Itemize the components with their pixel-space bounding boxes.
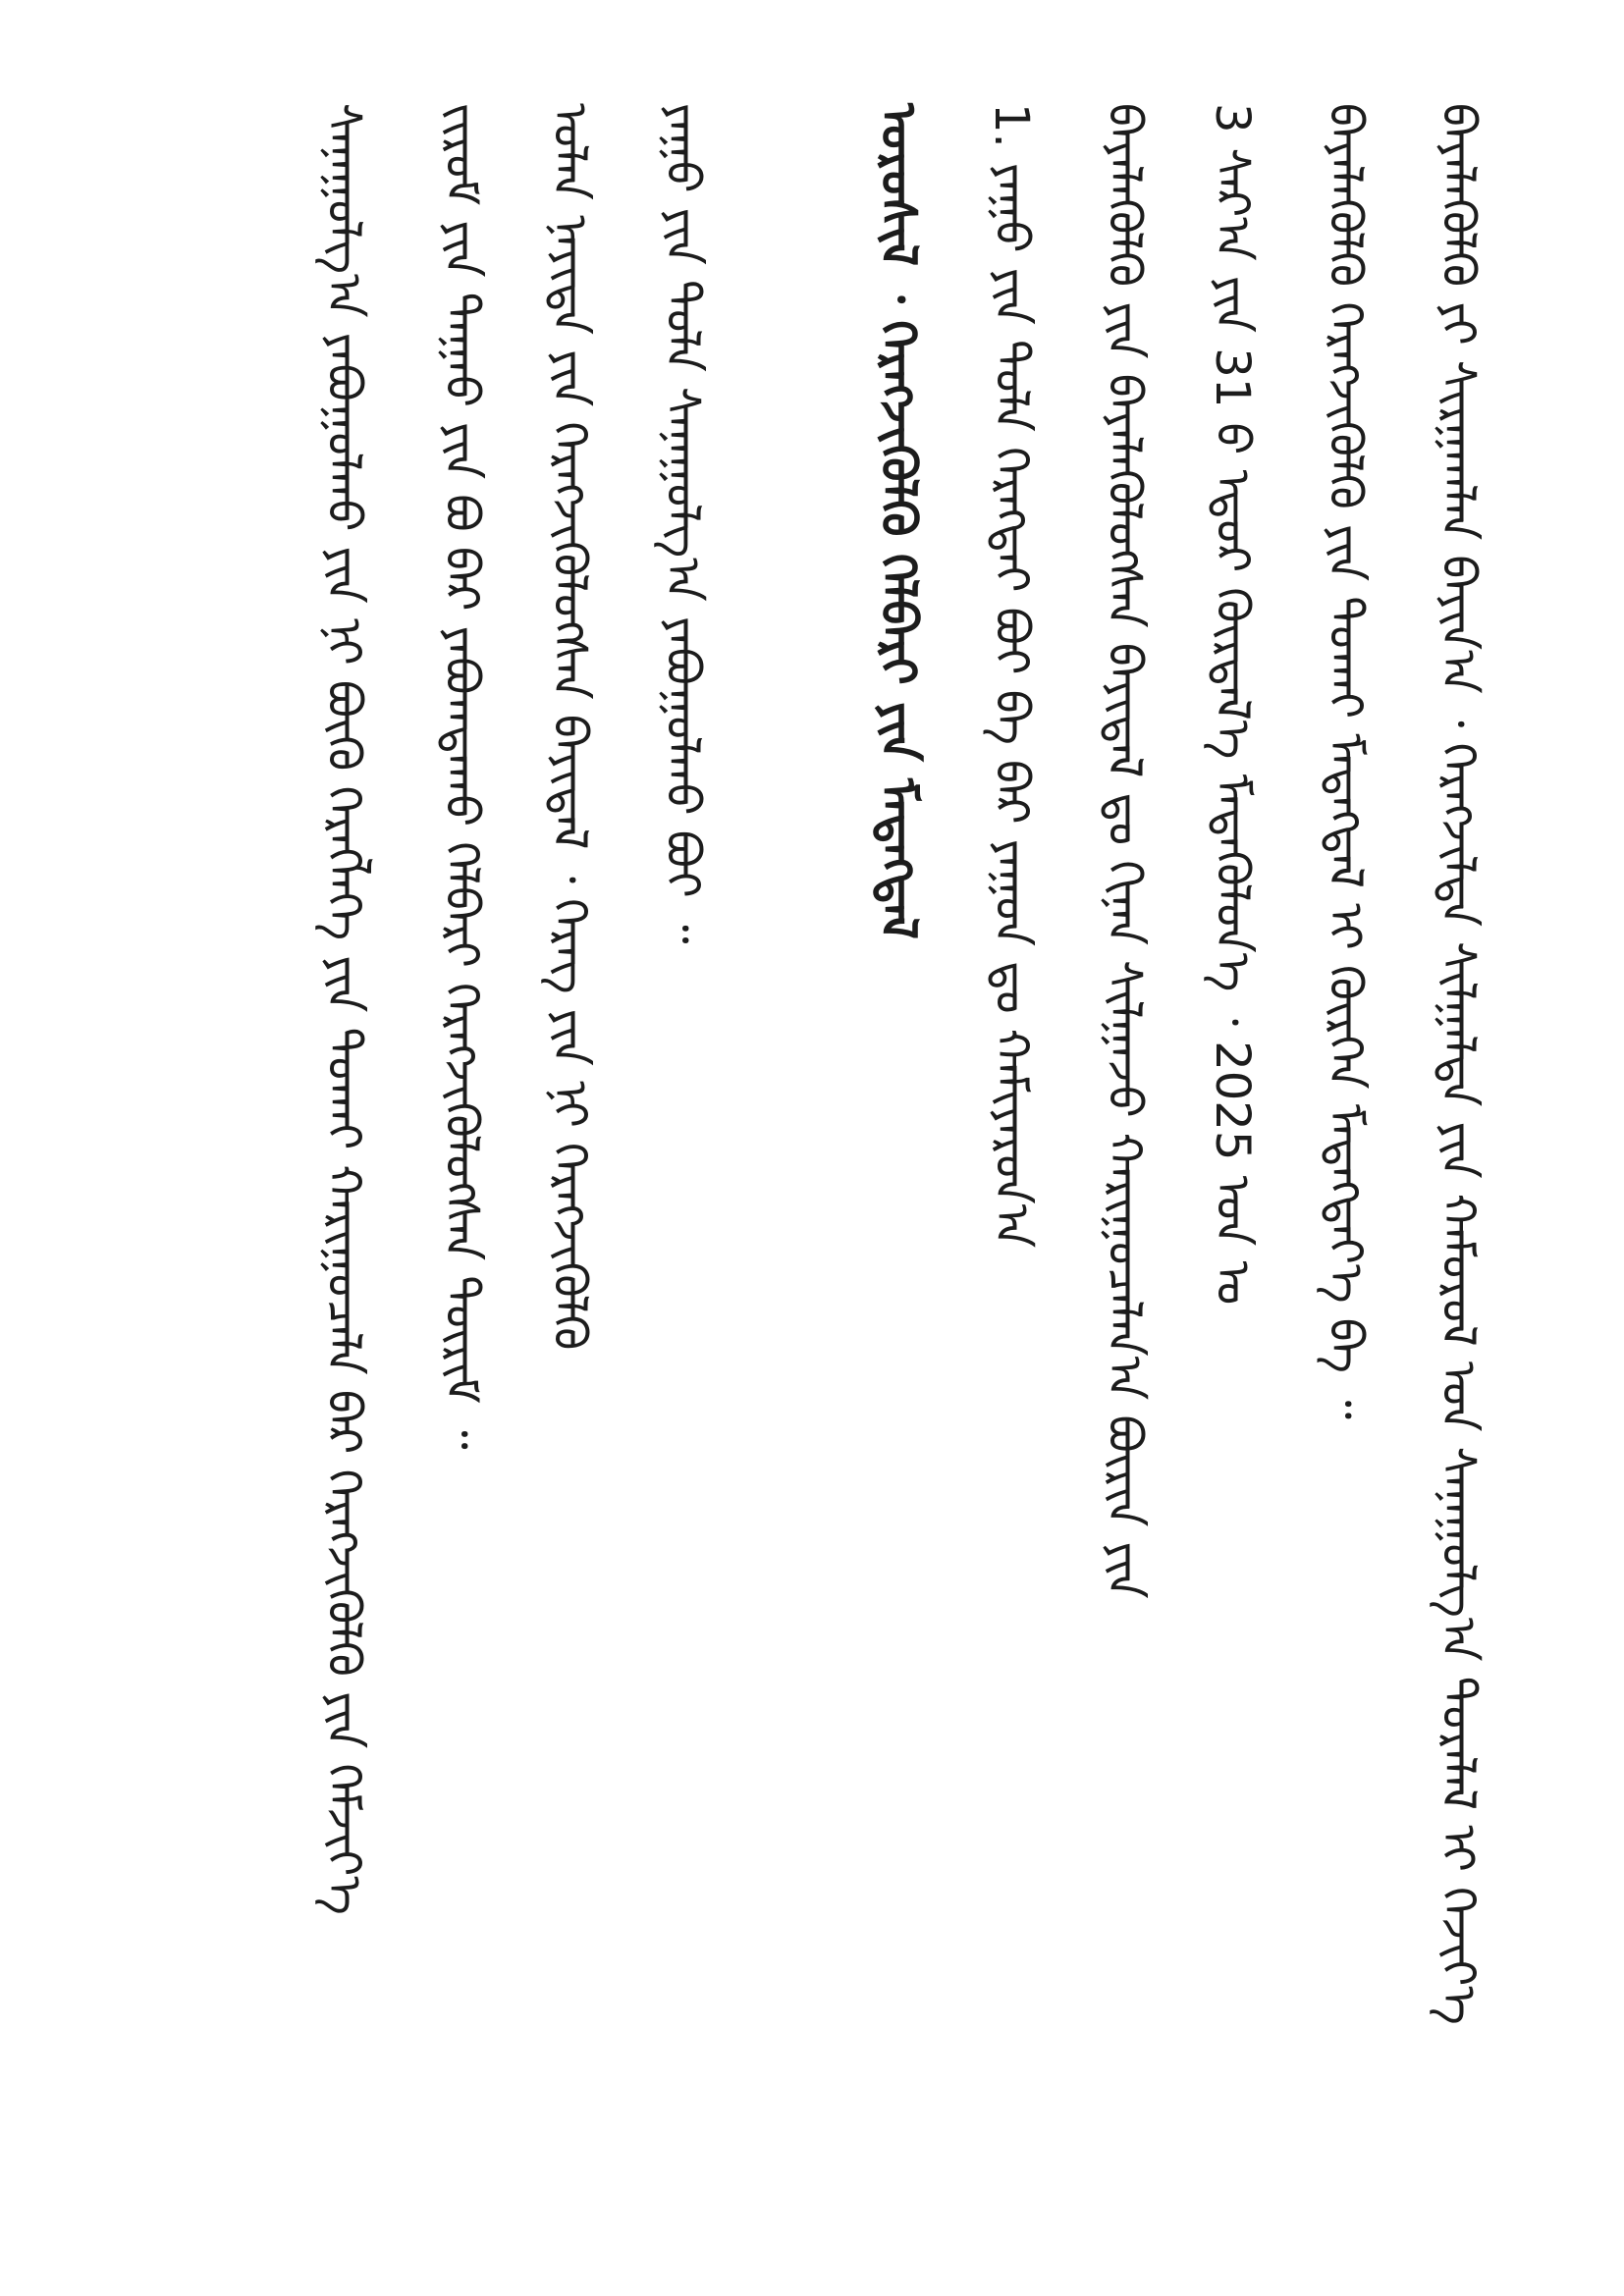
- text-column-8: ᠣᠯᠠᠨ ᠨᠡᠶᠢᠲᠡ ᠶᠢᠨ ᠬᠡᠷᠡᠭᠵᠢᠭᠦᠯᠦᠭᠰᠡᠨ ᠪᠠᠶᠢᠳᠠᠯ ᠂ ᠬᠡᠷᠡᠭ ᠶᠢᠨ ᠨᠢ ᠬᠡᠷᠡᠭᠵᠢᠭᠦᠯᠬᠦ: [542, 103, 597, 1351]
- numbered-item-1: 1. ᠶᠠᠭᠤ ᠶᠢᠨ ᠲᠤᠯᠠ ᠬᠡᠷᠡᠭᠲᠡᠢ ᠪᠤᠢ ᠪᠡ ᠪᠡᠷ ᠶᠠᠭᠤᠨ ᠳᠤ ᠬᠠᠮᠢᠶᠠᠷᠤᠨ᠎ᠠ: [984, 103, 1039, 1249]
- text-column-4: ᠪᠡᠶᠡᠯᠡᠭᠦᠯᠬᠦ ᠶᠢᠨ ᠪᠡᠶᠡᠯᠡᠭᠦᠯᠦᠭᠰᠡᠨ ᠪᠠᠶᠢᠳᠠᠯ ᠳᠤ ᠬᠢᠨᠠᠨ ᠰᠢᠯᠭᠠᠵᠤ ᠬᠠᠷᠢᠭᠤᠴᠠᠯᠠᠨ᠎ᠠ ᠪᠦᠷᠢᠨ ᠶᠢᠨ: [1097, 103, 1152, 1599]
- text-column-3: 3 ᠰᠠᠷ᠎ᠠ ᠶᠢᠨ 31 ᠪ ᠡᠳᠦᠷ ᠬᠦᠷᠲᠡᠯ᠎ᠡ ᠮᠡᠳᠡᠭᠦᠯᠦᠨ᠎ᠡ ᠂ 2025 ᠣᠨ ᠤ: [1205, 103, 1260, 1306]
- text-column-9: ᠵᠢᠷᠤᠮ ᠶᠢᠨ ᠳᠠᠭᠠᠤ ᠶᠢᠨ ᠪᠤ ᠪᠡᠷ ᠶᠠᠪᠤᠭᠳᠠᠬᠤ ᠬᠡᠯᠪᠡᠷᠢ ᠬᠡᠷᠡᠭᠵᠢᠭᠦᠯᠦᠭᠰᠡᠨ ᠳᠦᠷᠢᠮ ᠃: [434, 103, 489, 1450]
- text-column-1: ᠪᠡᠶᠡᠯᠡᠭᠦᠯᠬᠦ ᠶᠢ ᠰᠢᠷᠭᠠᠭᠯᠠᠨ ᠪᠠᠶᠢᠨ᠎ᠠ ᠂ ᠬᠡᠷᠡᠭᠵᠢᠯᠲᠡ ᠰᠢᠯᠭᠠᠯᠲᠠ ᠶᠢᠨ ᠬᠠᠮᠤᠷᠤᠯ ᠤᠨ ᠰᠠᠨᠠᠭᠤᠯᠭ᠎ᠠ ᠳᠤᠷᠠᠯᠠᠯ ᠢ ᠬᠡᠵᠢᠶ᠎ᠡ: [1431, 103, 1486, 2025]
- text-column-10: ᠰᠠᠨᠠᠭᠤᠯᠭ᠎ᠠ ᠶᠠᠪᠤᠭᠤᠯᠬᠤ ᠶᠢᠨ ᠨᠢ ᠪᠦᠬᠦ ᠬᠡᠷᠡᠭᠯᠡᠭᠡ ᠶᠢᠨ ᠲᠤᠬᠠᠢ ᠬᠠᠷᠢᠭᠤᠴᠠᠯᠠ ᠪᠠᠷ ᠬᠡᠷᠡᠭᠵᠢᠭᠦᠯᠬᠦ ᠶᠢᠨ ᠬᠡᠮᠵᠢᠶ᠎ᠡ: [316, 103, 371, 1915]
- text-column-2: ᠪᠡᠶᠡᠯᠡᠭᠦᠯᠬᠦ ᠬᠡᠷᠡᠭᠵᠢᠭᠦᠯᠬᠦ ᠶᠢᠨ ᠲᠤᠬᠠᠢ ᠮᠡᠳᠡᠭᠳᠡᠯ ᠢ ᠬᠦᠷᠭᠡᠨ ᠮᠡᠳᠡᠭᠳᠡᠶ᠎ᠡ ᠪᠡ ᠃: [1318, 103, 1373, 1419]
- text-column-7: ᠶᠠᠭᠤ ᠶᠢᠨ ᠲᠤᠯᠠ ᠰᠠᠨᠠᠭᠤᠯᠭ᠎ᠠ ᠶᠠᠪᠤᠭᠤᠯᠬᠤ ᠪᠤᠢ ᠃: [655, 103, 710, 944]
- section-heading: ᠣᠷᠤᠰᠢᠯ ᠂ ᠬᠡᠷᠡᠭᠵᠢᠭᠦᠯᠬᠦ ᠬᠡᠯᠪᠡᠷᠢ ᠶᠢᠨ ᠮᠡᠳᠡᠭᠳᠡᠯ: [870, 103, 927, 940]
